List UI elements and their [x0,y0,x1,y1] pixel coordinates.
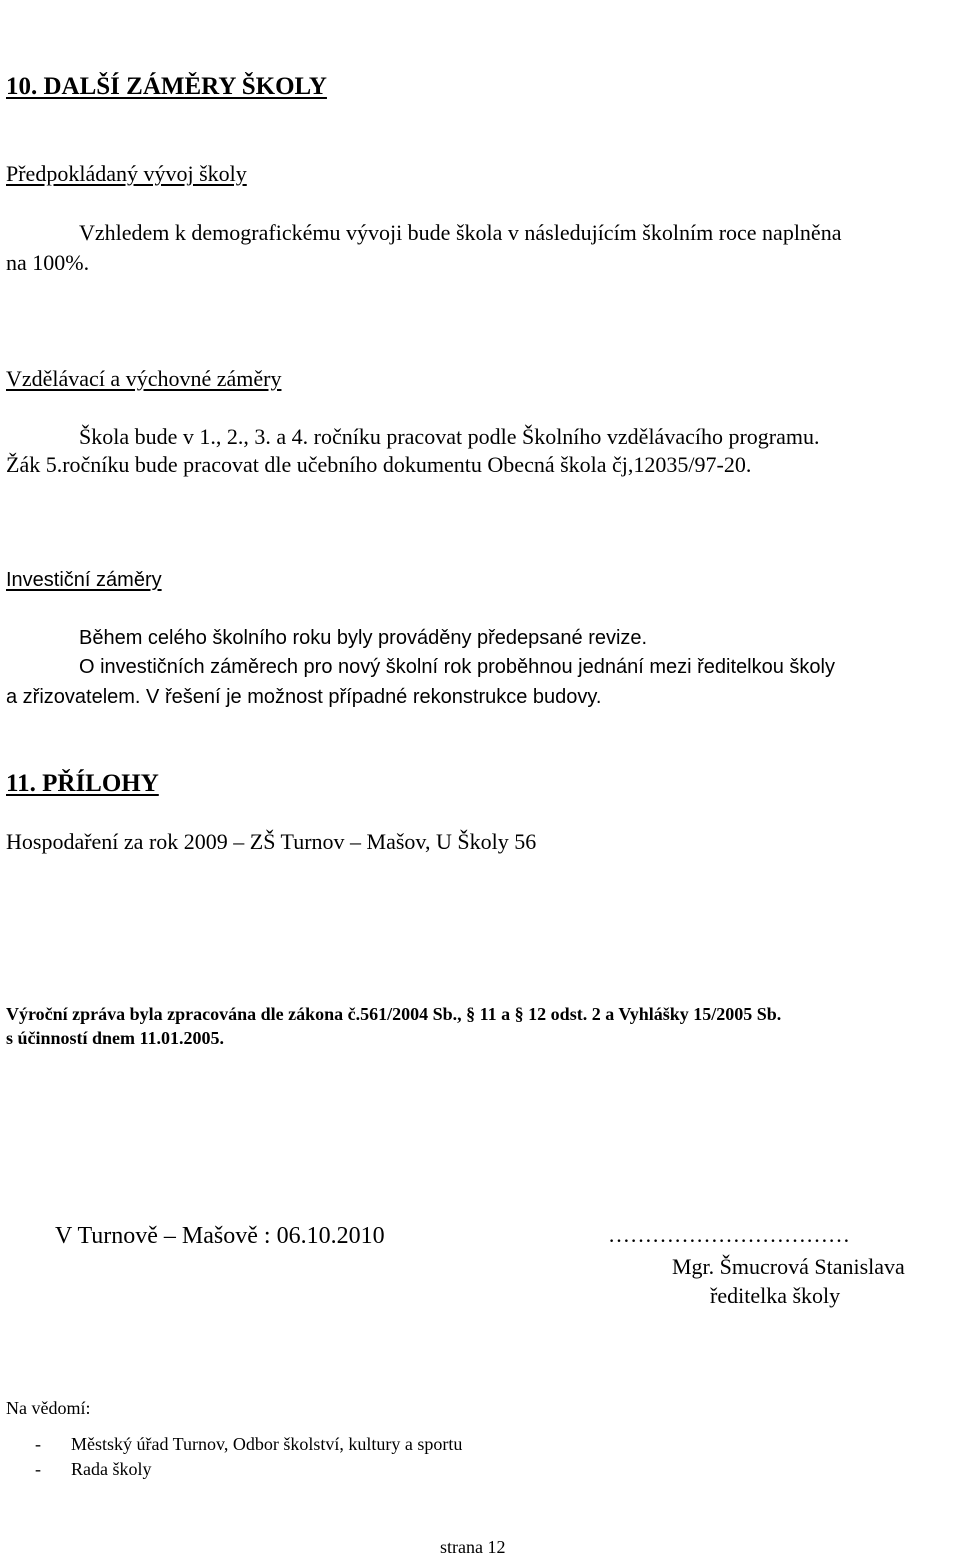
investicni-line-2: O investičních záměrech pro nový školní rok proběhnou jednání mezi ředitelkou školy [79,656,835,678]
signature-role: ředitelka školy [710,1283,841,1308]
section-10-heading: 10. DALŠÍ ZÁMĚRY ŠKOLY [6,73,327,100]
vzdelavaci-title: Vzdělávací a výchovné záměry [6,366,282,391]
hospodareni-line: Hospodaření za rok 2009 – ZŠ Turnov – Mašov, U Školy 56 [6,829,537,854]
investicni-line-1: Během celého školního roku byly prováděny předepsané revize. [79,627,648,649]
vyvoj-title: Předpokládaný vývoj školy [6,161,247,186]
na-vedomi-title: Na vědomí: [6,1398,91,1418]
zakon-line-1: Výroční zpráva byla zpracována dle zákona č.561/2004 Sb., § 11 a § 12 odst. 2 a Vyhlášky 15/2005 Sb. [6,1004,782,1024]
vyvoj-line-1: Vzhledem k demografickému vývoji bude škola v následujícím školním roce naplněna [79,220,842,245]
place-date: V Turnově – Mašově : 06.10.2010 [55,1223,385,1249]
signature-dots: …………………………… [608,1222,850,1247]
page-number: strana 12 [440,1537,506,1557]
zakon-line-2: s účinností dnem 11.01.2005. [6,1028,225,1048]
investicni-line-3: a zřizovatelem. V řešení je možnost případné rekonstrukce budovy. [6,686,602,708]
vzdelavaci-line-1: Škola bude v 1., 2., 3. a 4. ročníku pracovat podle Školního vzdělávacího programu. [79,424,820,449]
vyvoj-line-2: na 100%. [6,250,90,275]
list-item-bullet: - [35,1434,41,1454]
investicni-title: Investiční záměry [6,569,162,591]
section-11-heading: 11. PŘÍLOHY [6,770,159,797]
list-item-bullet: - [35,1459,41,1479]
signature-name: Mgr. Šmucrová Stanislava [672,1254,905,1279]
list-item: Městský úřad Turnov, Odbor školství, kultury a sportu [71,1434,463,1454]
vzdelavaci-line-2: Žák 5.ročníku bude pracovat dle učebního dokumentu Obecná škola čj,12035/97-20. [6,452,752,477]
list-item: Rada školy [71,1459,152,1479]
